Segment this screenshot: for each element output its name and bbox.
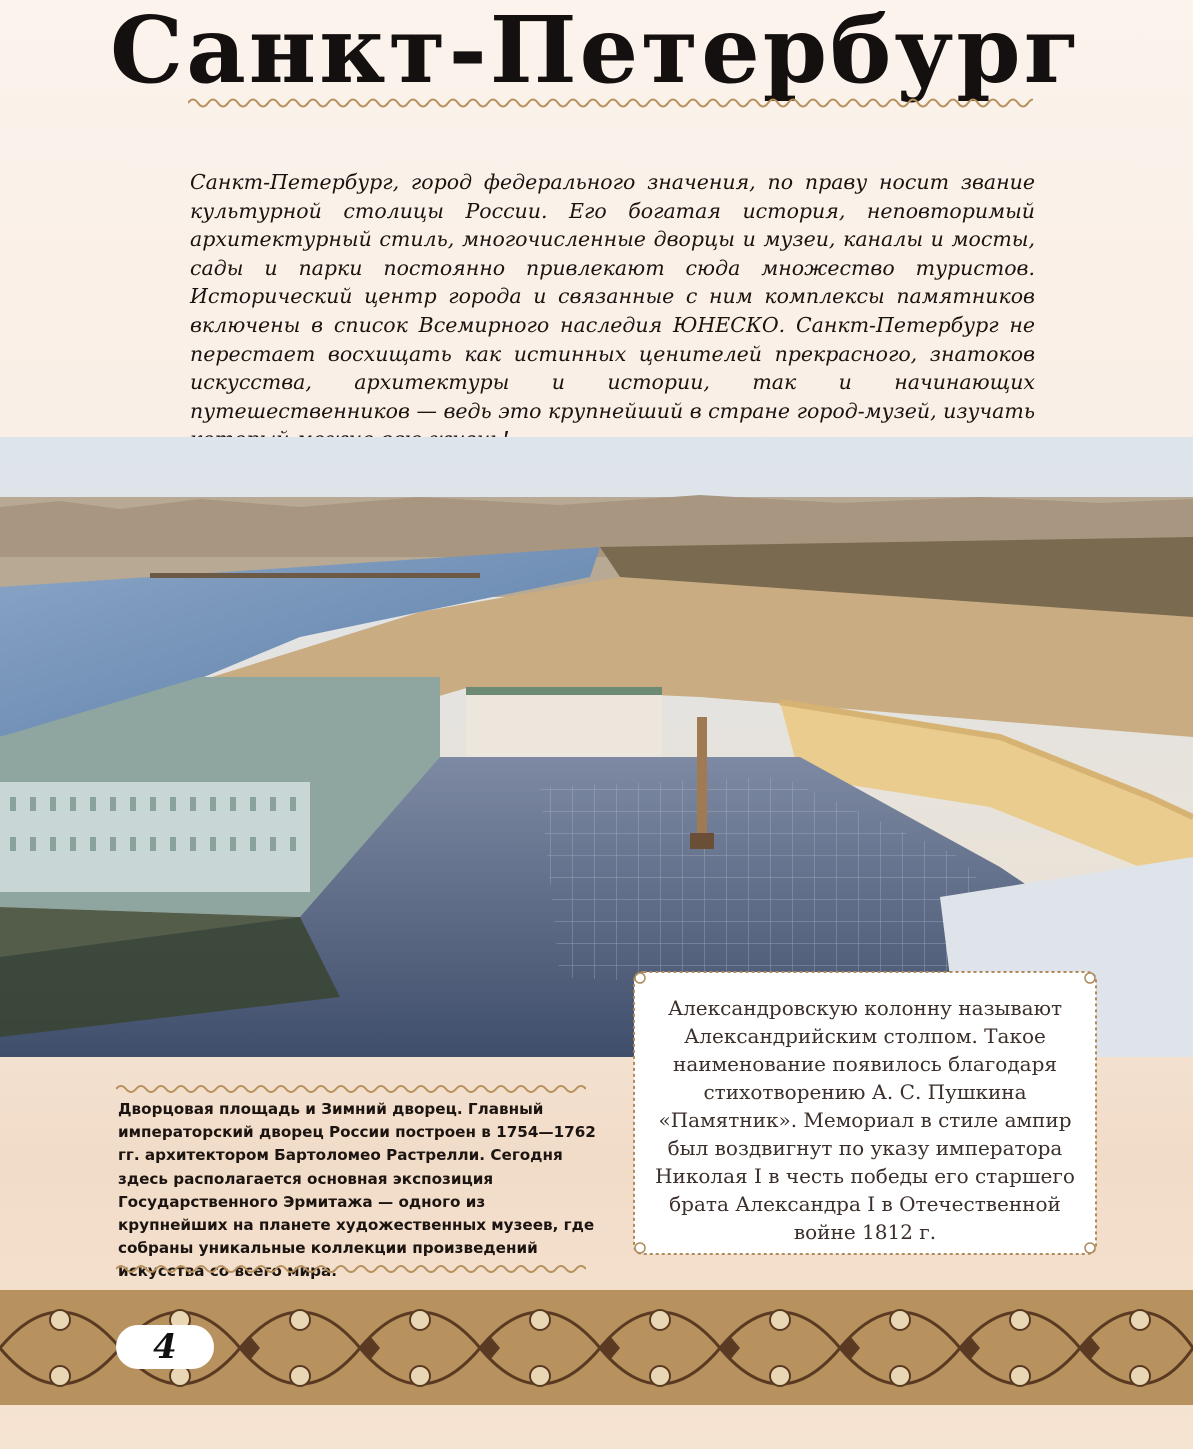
page-number: 4 — [116, 1325, 214, 1369]
palace-square-photo — [0, 437, 1193, 1057]
intro-paragraph: Санкт-Петербург, город федерального значения, по праву носит звание культурной столицы России. Его богатая история, неповторимый архитектурный стиль, многочисленные дворцы и музеи, каналы и мосты, сады и парки постоянно привлекают сюда множество туристов. Исторический центр города и связанные с ним комплексы памятников включены в список Всемирного наследия ЮНЕСКО. Санкт-Петербург не перестает восхищать как истинных ценителей прекрасного, знатоков искусства, архитектуры и истории, так и начинающих путешественников — ведь это крупнейший в стране город-музей, изучать — [190, 170, 1035, 423]
page-title: Санкт-Петербург — [109, 0, 1084, 104]
caption-top-wavy-line — [116, 1082, 586, 1096]
wavy-divider-icon — [188, 88, 1033, 118]
note-text: Александровскую колонну называют Александрийским столпом. Такое наименование появилось благодаря стихотворению А. С. Пушкина «Памятник». Мемориал в стиле ампир был воздвигнут по указу императора Николая I в честь победы его старшего брата Александра I в Отечественной войне 1812 г. — [655, 996, 1075, 1244]
photo-caption: Дворцовая площадь и Зимний дворец. Главный императорский дворец России построен в 1754—1762 гг. архитектором Бартоломео Растрелли. Сегодня здесь располагается основная экспозиция Государственного Эрмитажа — одного из крупнейших на планете художественных музеев, где собраны уникальные коллекции произведений искусства со всего мира. — [118, 1100, 596, 1281]
fact-note-box — [630, 968, 1100, 1258]
caption-bottom-wavy-line — [116, 1262, 586, 1276]
